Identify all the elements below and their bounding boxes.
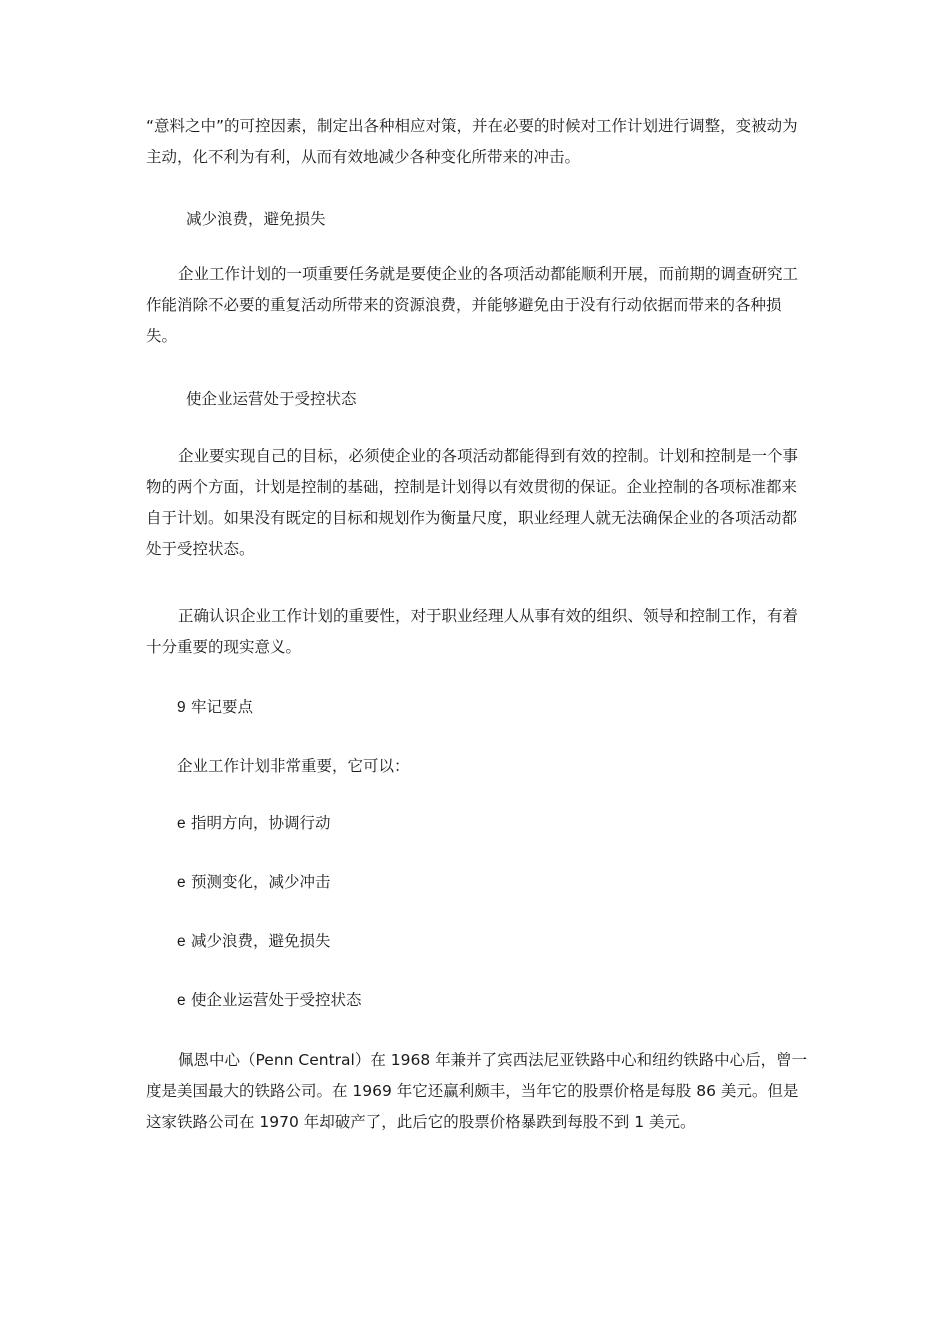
paragraph-importance: 正确认识企业工作计划的重要性，对于职业经理人从事有效的组织、领导和控制工作，有着十分重要的现实意义。 [146,607,799,656]
bullet-item [177,926,331,957]
bullet-marker: e [177,992,186,1009]
bullet-text: 预测变化，减少冲击 [191,873,331,891]
bullet-item [177,985,362,1016]
keypoints-title: 牢记要点 [191,698,254,716]
paragraph-penn-central: 佩恩中心（Penn Central）在 1968 年兼并了宾西法尼亚铁路中心和纽约铁路中心后，曾一度是美国最大的铁路公司。在 1969 年它还赢利颇丰，当年它的股票价格是每股 86 美元。但是这家铁路公司在 1970 年却破产了，此后它的股票价格暴跌到每股不到 1 美元。 [146,1051,808,1131]
paragraph-controlled-state: 企业要实现自己的目标，必须使企业的各项活动都能得到有效的控制。计划和控制是一个事物的两个方面，计划是控制的基础，控制是计划得以有效贯彻的保证。企业控制的各项标准都来自于计划。如果没有既定的目标和规划作为衡量尺度，职业经理人就无法确保企业的各项活动都处于受控状态。 [146,447,799,558]
paragraph-unexpected-factors: “意料之中”的可控因素，制定出各种相应对策，并在必要的时候对工作计划进行调整，变被动为主动，化不利为有利，从而有效地减少各种变化所带来的冲击。 [146,117,798,166]
keypoints-intro: 企业工作计划非常重要，它可以： [177,757,410,775]
bullet-item [177,808,331,839]
keypoints-heading [177,692,253,723]
bullet-text: 使企业运营处于受控状态 [191,991,362,1009]
paragraph-reduce-waste: 企业工作计划的一项重要任务就是要使企业的各项活动都能顺利开展，而前期的调查研究工作能消除不必要的重复活动所带来的资源浪费，并能够避免由于没有行动依据而带来的各种损失。 [146,265,799,345]
bullet-marker: e [177,933,186,950]
bullet-marker: e [177,874,186,891]
keypoints-marker: 9 [177,699,186,716]
bullet-marker: e [177,815,186,832]
bullet-text: 指明方向，协调行动 [191,814,331,832]
subheading-reduce-waste: 减少浪费，避免损失 [186,210,326,228]
bullet-text: 减少浪费，避免损失 [191,932,331,950]
bullet-item [177,867,331,898]
subheading-controlled-state: 使企业运营处于受控状态 [186,390,357,408]
